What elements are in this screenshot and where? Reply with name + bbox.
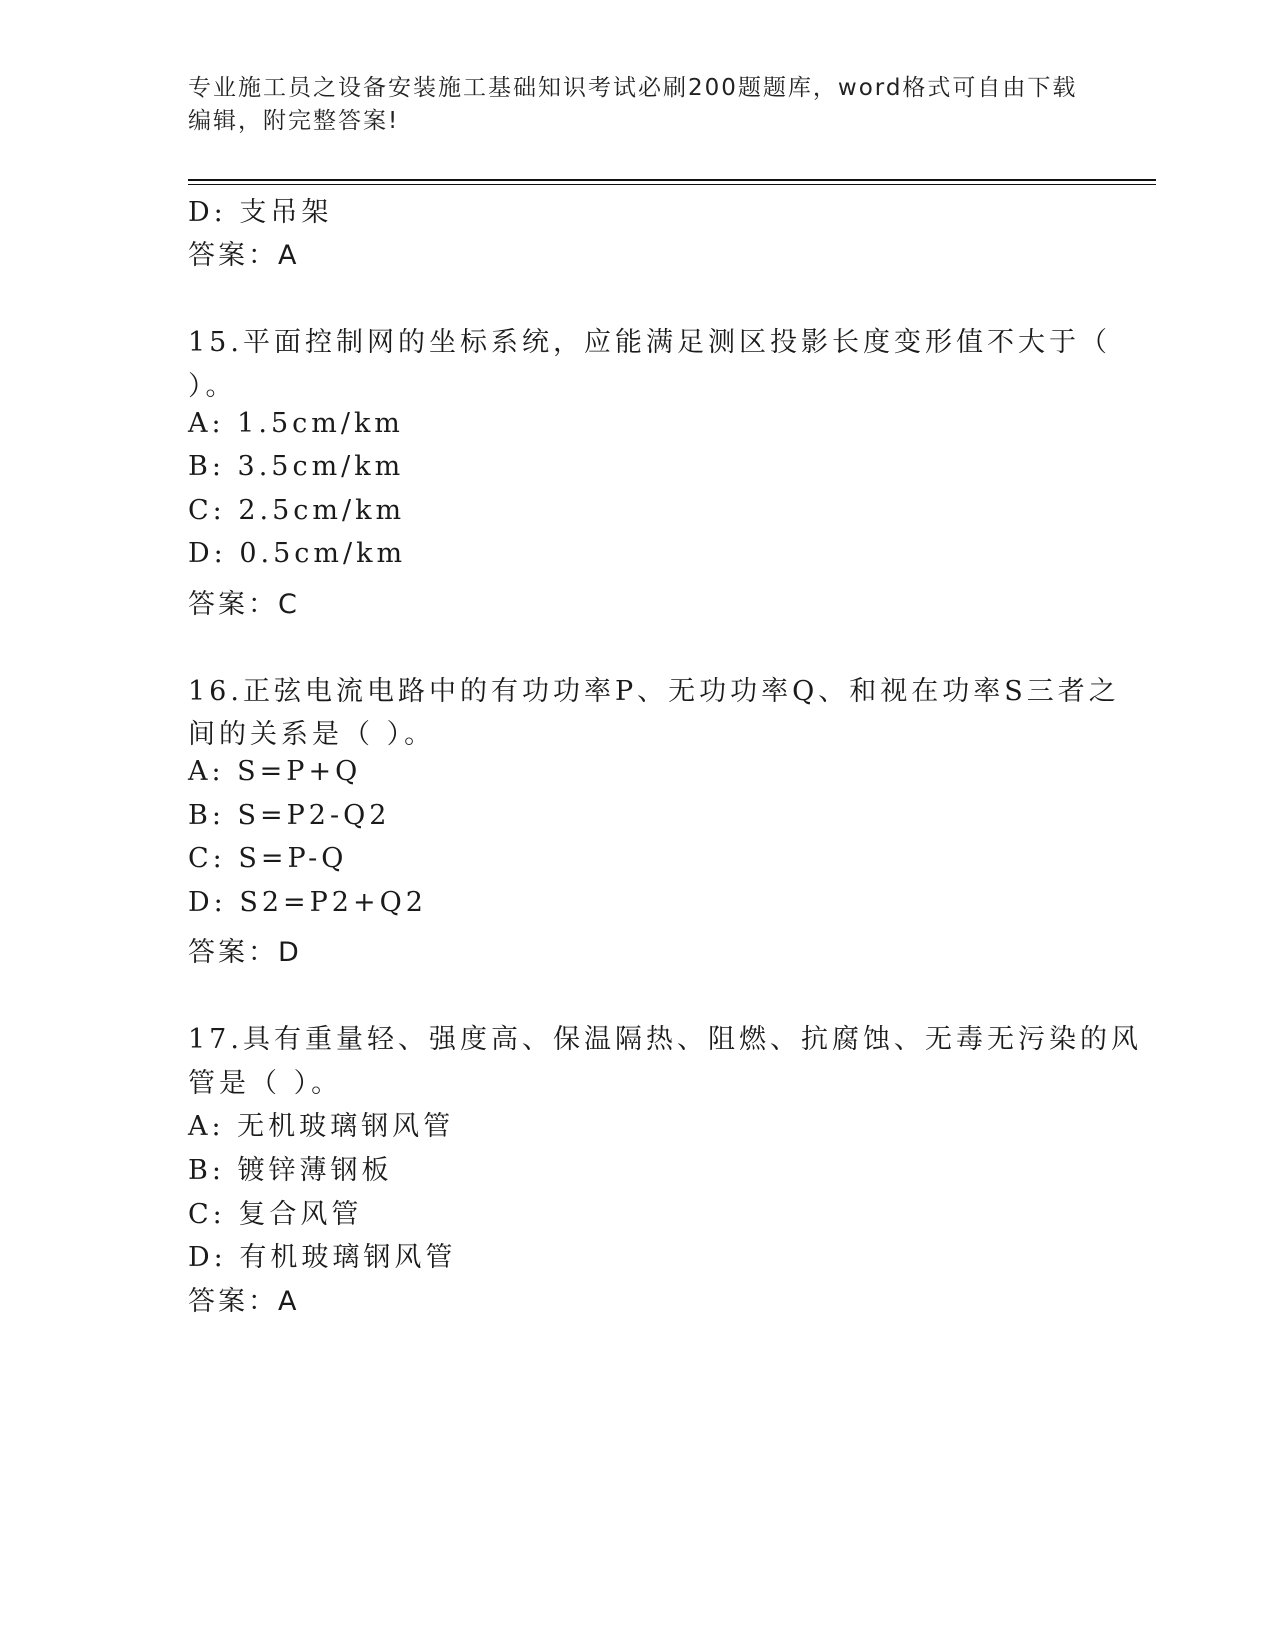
q15-option-d: D: 0.5cm/km (188, 538, 407, 569)
q16-option-c: C: S=P-Q (188, 843, 348, 874)
header-line-1: 专业施工员之设备安装施工基础知识考试必刷200题题库，word格式可自由下载 (188, 75, 1078, 101)
q16-option-a: A: S=P+Q (188, 756, 362, 787)
header-divider-thick (188, 179, 1156, 181)
q17-option-b: B: 镀锌薄钢板 (188, 1155, 393, 1186)
q17-option-d: D: 有机玻璃钢风管 (188, 1242, 457, 1273)
q16-stem-line-2: 间的关系是（ ）。 (188, 719, 436, 750)
q15-stem-line-1: 15.平面控制网的坐标系统，应能满足测区投影长度变形值不大于（ (188, 327, 1111, 358)
q16-option-d: D: S2=P2+Q2 (188, 887, 427, 918)
q15-option-b: B: 3.5cm/km (188, 451, 405, 482)
q17-option-c: C: 复合风管 (188, 1199, 363, 1230)
q16-answer: 答案：D (188, 937, 302, 968)
q17-stem-line-1: 17.具有重量轻、强度高、保温隔热、阻燃、抗腐蚀、无毒无污染的风 (188, 1024, 1142, 1055)
prev-option-d: D: 支吊架 (188, 197, 333, 228)
q16-stem-line-1: 16.正弦电流电路中的有功功率P、无功功率Q、和视在功率S三者之 (188, 676, 1120, 707)
prev-answer: 答案：A (188, 240, 300, 271)
q15-option-c: C: 2.5cm/km (188, 495, 406, 526)
page-header (188, 72, 1088, 138)
q15-answer: 答案：C (188, 589, 300, 620)
q17-option-a: A: 无机玻璃钢风管 (188, 1111, 455, 1142)
q16-option-b: B: S=P2-Q2 (188, 800, 391, 831)
header-line-2: 编辑，附完整答案! (188, 108, 400, 134)
q17-answer: 答案：A (188, 1286, 300, 1317)
q15-stem-line-2: ）。 (188, 371, 237, 402)
header-divider-thin (188, 184, 1156, 185)
q15-option-a: A: 1.5cm/km (188, 408, 404, 439)
q17-stem-line-2: 管是（ ）。 (188, 1068, 343, 1099)
